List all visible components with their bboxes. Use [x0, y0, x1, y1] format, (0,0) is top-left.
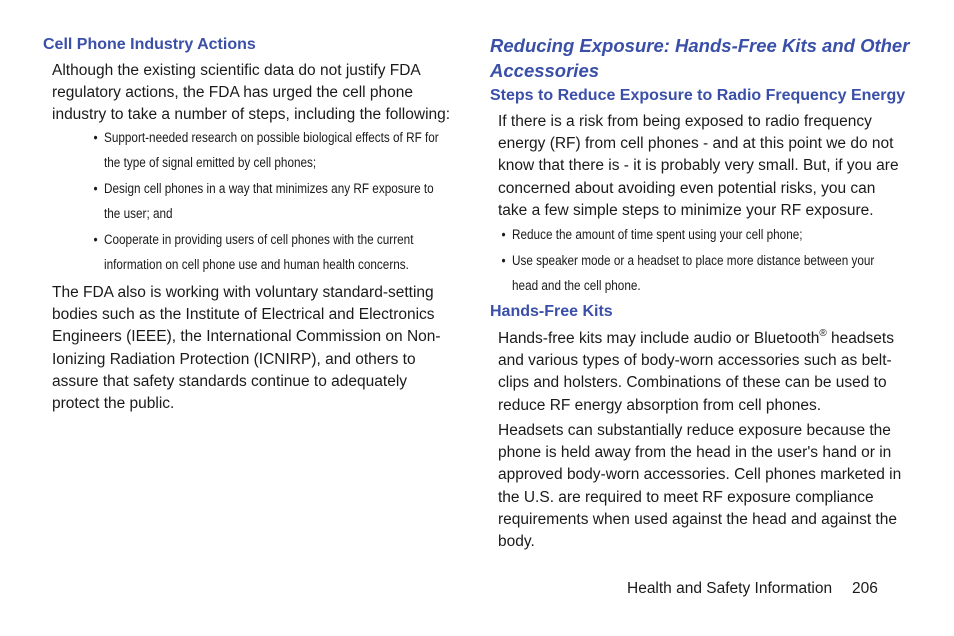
- section-heading-reduce-exposure: Steps to Reduce Exposure to Radio Frequency Energy: [490, 87, 906, 104]
- section-heading-industry-actions: Cell Phone Industry Actions: [43, 36, 256, 53]
- bullet-dot: •: [501, 227, 506, 242]
- industry-actions-closing: The FDA also is working with voluntary standard-setting bodies such as the Institute of Electrical and Electronics Engineers (IEEE), the International Commission on Non-Ionizing Radiation Protection (ICNIRP), and others to assure that safety standards continue to adequately protect the public.: [52, 284, 441, 413]
- reduce-bullet-1: • Reduce the amount of time spent using your cell phone;: [512, 223, 895, 248]
- industry-bullet-1: • Support-needed research on possible biological effects of RF for the type of signal emitted by cell phones;: [104, 126, 448, 175]
- bullet-dot: •: [501, 253, 506, 268]
- reduce-bullet-2: • Use speaker mode or a headset to place more distance between your head and the cell phone.: [512, 249, 895, 298]
- page-title: Reducing Exposure: Hands-Free Kits and Other Accessories: [490, 35, 910, 81]
- registered-mark: ®: [819, 327, 827, 339]
- industry-bullet-3: • Cooperate in providing users of cell phones with the current information on cell phone use and human health concerns.: [104, 228, 448, 277]
- page-number: 206: [852, 580, 878, 597]
- bullet-dot: •: [93, 130, 98, 145]
- hands-free-paragraph-2: Headsets can substantially reduce exposure because the phone is held away from the head in the user's hand or in approved body-worn accessories. Cell phones marketed in the U.S. are required to meet RF exposure compliance requirements when used against the head and against the body.: [498, 422, 902, 551]
- bullet-dot: •: [93, 181, 98, 196]
- industry-bullet-2: • Design cell phones in a way that minimizes any RF exposure to the user; and: [104, 177, 448, 226]
- hands-free-paragraph-1: Hands-free kits may include audio or Bluetooth® headsets and various types of body-worn accessories such as belt-clips and holsters. Combinations of these can be used to reduce RF energy absorption from cell phones.: [498, 327, 894, 414]
- bullet-dot: •: [93, 232, 98, 247]
- industry-actions-intro: Although the existing scientific data do not justify FDA regulatory actions, the FDA has urged the cell phone industry to take a number of steps, including the following:: [52, 62, 451, 124]
- footer-section-title: Health and Safety Information: [627, 580, 833, 597]
- reduce-exposure-intro: If there is a risk from being exposed to radio frequency energy (RF) from cell phones - and at this point we do not know that there is - it is probably very small. But, if you are concerned about avoiding even potential risks, you can take a few simple steps to minimize your RF exposure.: [498, 113, 899, 219]
- section-heading-hands-free: Hands-Free Kits: [490, 303, 613, 320]
